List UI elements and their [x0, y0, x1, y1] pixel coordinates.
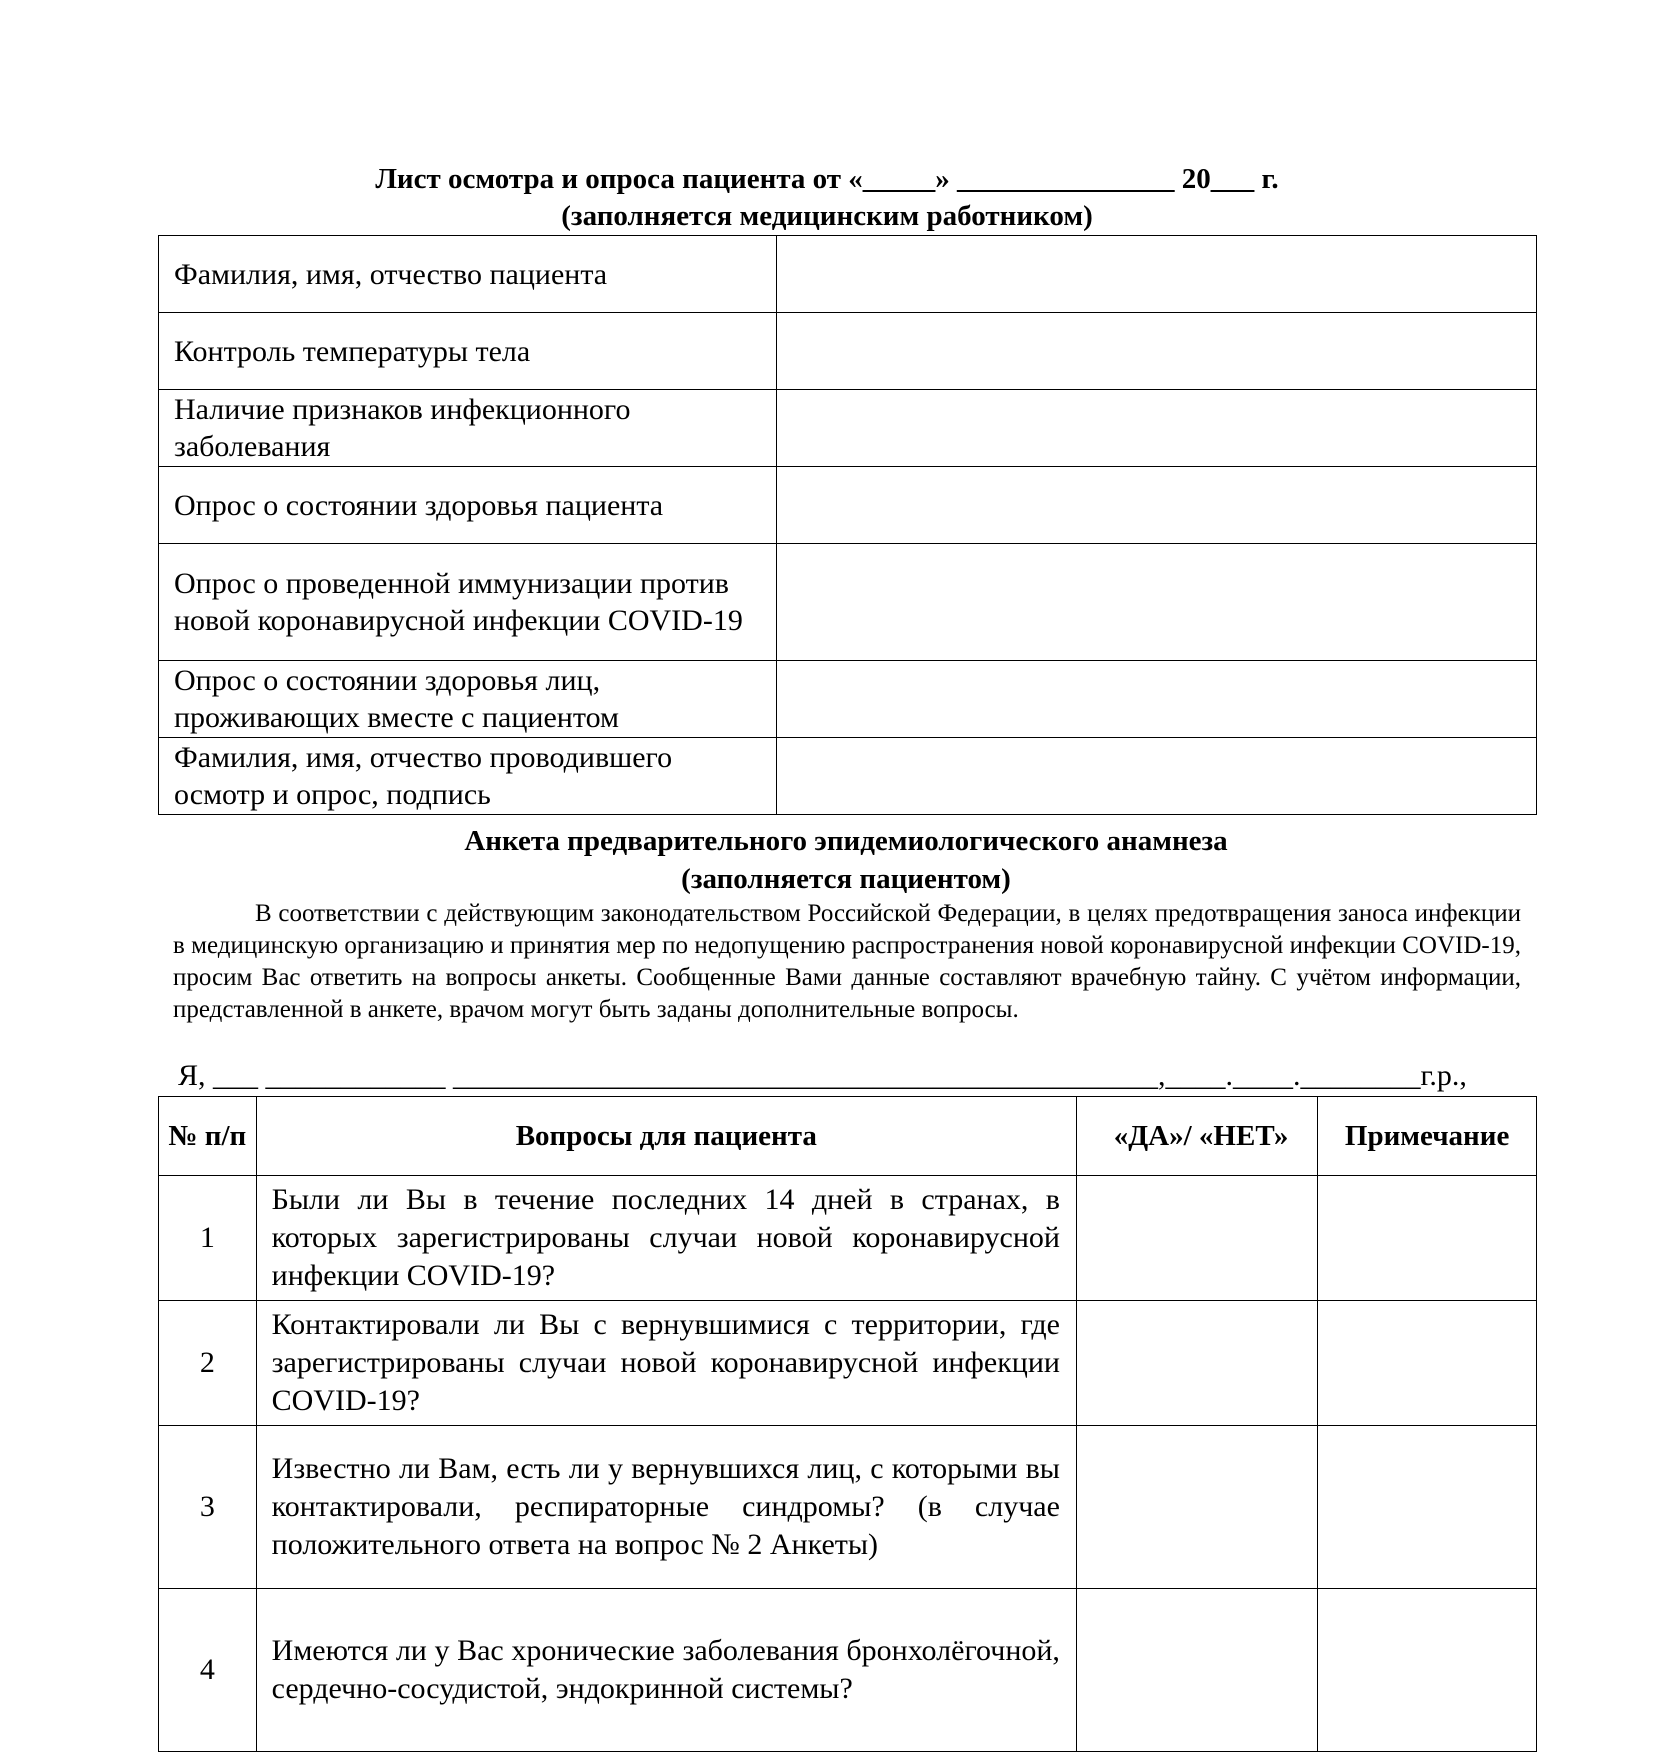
sheet-row — [159, 390, 1537, 467]
sheet-row-label: Контроль температуры тела — [159, 313, 777, 390]
examination-sheet-table — [158, 235, 1537, 815]
patient-name-field[interactable] — [776, 236, 1536, 313]
immunization-field[interactable] — [776, 544, 1536, 661]
questionnaire-header-row — [159, 1097, 1537, 1176]
sheet-row-label: Опрос о проведенной иммунизации против новой коронавирусной инфекции COVID-19 — [159, 544, 777, 661]
table-row — [159, 1301, 1537, 1426]
sheet-row — [159, 313, 1537, 390]
temperature-field[interactable] — [776, 313, 1536, 390]
sheet-row-label: Фамилия, имя, отчество проводившего осмотр и опрос, подпись — [159, 738, 777, 815]
sheet-row — [159, 738, 1537, 815]
note-cell[interactable] — [1318, 1426, 1537, 1589]
question-text: Известно ли Вам, есть ли у вернувшихся лиц, с которыми вы контактировали, респираторные синдромы? (в случае положительного ответа на вопрос № 2 Анкеты) — [256, 1426, 1076, 1589]
question-number: 1 — [159, 1176, 257, 1301]
column-header-question: Вопросы для пациента — [256, 1097, 1076, 1176]
sheet-row — [159, 467, 1537, 544]
note-cell[interactable] — [1318, 1301, 1537, 1426]
answer-cell[interactable] — [1076, 1176, 1317, 1301]
question-text: Были ли Вы в течение последних 14 дней в странах, в которых зарегистрированы случаи новой коронавирусной инфекции COVID-19? — [256, 1176, 1076, 1301]
answer-cell[interactable] — [1076, 1426, 1317, 1589]
sheet-row-label: Опрос о состоянии здоровья лиц, проживающих вместе с пациентом — [159, 661, 777, 738]
sheet-row-label: Опрос о состоянии здоровья пациента — [159, 467, 777, 544]
question-text: Имеются ли у Вас хронические заболевания бронхолёгочной, сердечно-сосудистой, эндокринной системы? — [256, 1589, 1076, 1752]
question-text: Контактировали ли Вы с вернувшимися с территории, где зарегистрированы случаи новой коронавирусной инфекции COVID-19? — [256, 1301, 1076, 1426]
table-row — [159, 1176, 1537, 1301]
note-cell[interactable] — [1318, 1589, 1537, 1752]
sheet-row — [159, 544, 1537, 661]
examiner-signature-field[interactable] — [776, 738, 1536, 815]
infection-signs-field[interactable] — [776, 390, 1536, 467]
sheet-row — [159, 236, 1537, 313]
patient-identity-line[interactable]: Я, ___ ____________ _______________________________________________,____.____.________г.р., — [178, 1059, 1467, 1092]
question-number: 3 — [159, 1426, 257, 1589]
column-header-note: Примечание — [1318, 1097, 1537, 1176]
sheet-row-label: Фамилия, имя, отчество пациента — [159, 236, 777, 313]
cohabitants-health-field[interactable] — [776, 661, 1536, 738]
sheet-title: Лист осмотра и опроса пациента от «_____» _______________ 20___ г. — [375, 163, 1279, 195]
sheet-row — [159, 661, 1537, 738]
health-survey-field[interactable] — [776, 467, 1536, 544]
note-cell[interactable] — [1318, 1176, 1537, 1301]
questionnaire-subtitle: (заполняется пациентом) — [681, 863, 1011, 895]
questionnaire-title: Анкета предварительного эпидемиологического анамнеза — [464, 825, 1228, 857]
question-number: 2 — [159, 1301, 257, 1426]
question-number: 4 — [159, 1589, 257, 1752]
answer-cell[interactable] — [1076, 1589, 1317, 1752]
answer-cell[interactable] — [1076, 1301, 1317, 1426]
column-header-yes-no: «ДА»/ «НЕТ» — [1076, 1097, 1317, 1176]
table-row — [159, 1589, 1537, 1752]
sheet-subtitle: (заполняется медицинским работником) — [561, 200, 1093, 232]
questionnaire-intro: В соответствии с действующим законодательством Российской Федерации, в целях предотвращения заноса инфекции в медицинскую организацию и принятия мер по недопущению распространения новой коронавирусной инфекции COVID-19, просим Вас ответить на вопросы анкеты. Сообщенные Вами данные составляют врачебную тайну. С учётом информации, представленной в анкете, врачом могут быть заданы дополнительные вопросы. — [173, 900, 1521, 1023]
column-header-number: № п/п — [159, 1097, 257, 1176]
sheet-row-label: Наличие признаков инфекционного заболевания — [159, 390, 777, 467]
table-row — [159, 1426, 1537, 1589]
